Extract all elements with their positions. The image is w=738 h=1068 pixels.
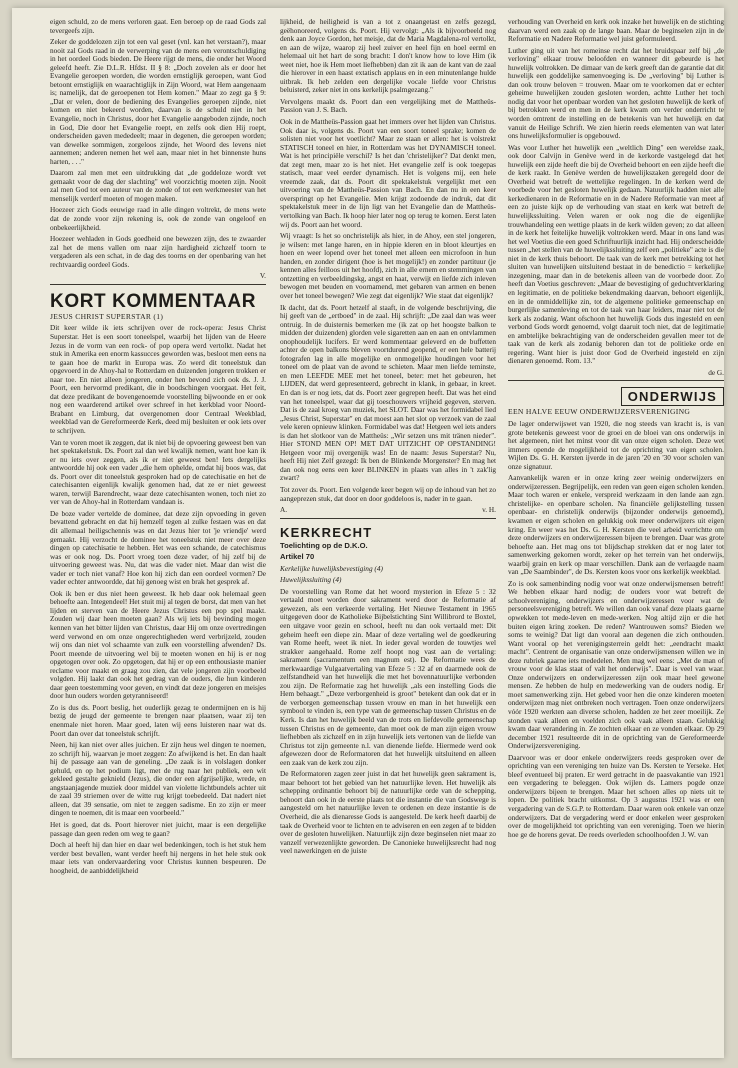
article-topic: Kerkelijke huwelijksbevestiging (4) bbox=[280, 563, 383, 573]
paragraph: lijkheid, de heiligheid is van a tot z onaangetast en zelfs gezegd, geëhonoreerd, volgens ds. Poort. Hij vervolgt: „Als ik bijvoorbeeld nog denk aan Joyce Gordon, het meisje, dat de Maria Magdalena-rol vertolkt, en aan de wijze, waarop zij heel zuiver en heel fijn en hoel eerml en helemaal uit het hart de song bracht: I don't know how to love Him (ik weet niet, hoe ik Hem moet liefhebben) dan zit ik aan de kant van de zaal die hierover in een haast extatisch applaus en in een minutenlange hulde uitbrak. Ik heb zelden een dergelijke vocale liefde voor Christus beluisterd, zeker niet in ons kerkelijk psalmgezang." bbox=[280, 18, 496, 95]
paragraph: Daarvoor was er door enkele onderwijzers reeds gesproken over de oprichting van een vereniging ten huize van Ds. Kersten te Yerseke. Het bleef eventueel bij praten. Er werd getracht in de paasvakantie van 1921 een vergadering te beleggen. Ook wijlen ds. Lamers pogde onze onderwijzers bijeen te brengen. Maar het schoen alles op niets uit te lopen. De politiek bracht uitkomst. Op 3 augustus 1921 was er een vergadering van de S.G.P. te Rotterdam. Daar waren ook enkele van onze onderwijzers. Dat de vergadering werd er door enkelen weer gesproken over de mogelijkheid tot oprichting van een vereniging. Toen we hierin hoe ge de horens gevat. De reeds overleden schoolhoofden J. W. van bbox=[508, 752, 724, 839]
paragraph: Dit keer wilde ik iets schrijven over de rock-opera: Jesus Christ Superstar. Het is een soort toneelspel, waarbij het lijden van de Heere Jezus in de vorm van een rock- of pop opera werd vertolkt. Nadat het stuk in Amerika een enorm kassucces geworden was, besloot men eens na te gaan hoe de markt in Europa was. Zo werd dit toneelstuk dan opgevoerd in de Ahoy-hal te Rotterdam en duizenden jongeren trokken er naar toe. En niet alleen jongeren, onder hen bevond zich ook ds. J. J. Poort, een hervormd predikant, die in boodschingen voorgaat. Het feit, dat deze predikant de bovengenoemde voorstelling bijwoonde en er ook nog een waarderend artikel over schreef in het kerkblad voor Noord-Brabant en Limburg, dat overgenomen door Centraal Weekblad, weekblad van de Gereformeerde Kerk, deed mij besluiten er ook iets over te schrijven. bbox=[50, 323, 266, 435]
paragraph: Ook ik ben er dus niet heen geweest. Ik heb daar ook helemaal geen behoefte aan. Integendeel! Het stuit mij al tegen de borst, dat men van het lijden en sterven van de Heere Jezus Christus een pop spel maakt. Zouden wij daar heen moeten gaan? Als wij iets bij bevinding mogen kennen van het bitter lijden van Christus, daar Hij om onze overtredingen werd verwond en om onze ongerechtigheden werd verbrijzeld, zouden wij ons dan niet vol schaamte van zulk een voorstelling afwenden? Ds. Poort meende de uitvoering wel bij te moeten wonen en hij is er nog opgetogen over ook. Zo opgetogen, dat hij er op een enthousiaste manier reclame voor maakt en graag zou zien, dat vele jongeren zijn voorbeeld volgden. Hij laakt dan ook het gedrag van de ouders, die hun kinderen daar geen toestemming voor geven, en vindt dat deze jongeren en meisjes door hun ouders worden getyranniseerd! bbox=[50, 588, 266, 701]
section-heading-kort-kommentaar: KORT KOMMENTAAR bbox=[50, 290, 257, 312]
paragraph: Vervolgens maakt ds. Poort dan een vergelijking met de Mattheüs-Passion van J. S. Bach. bbox=[280, 96, 496, 115]
paragraph: verhouding van Overheid en kerk ook inzake het huwelijk en de stichting daarvan werd een zaak op de lange baan. Maar de beginselen zijn in de Reformatie en Nadere Reformatie wel juist geformuleerd. bbox=[508, 18, 724, 44]
article-subtitle: Toelichting op de D.K.O. bbox=[280, 540, 368, 550]
author-signature: v. H. bbox=[482, 505, 496, 515]
section-divider bbox=[280, 518, 496, 519]
newspaper-page bbox=[12, 8, 724, 1058]
paragraph: Van te voren moet ik zeggen, dat ik niet bij de opvoering geweest ben van het spektakelstuk. Ds. Poort zal dan wel kwalijk nemen, want hoe kan ik er nu iets over zeggen, als ik er niet geweest ben! Iets dergelijks antwoordde hij ook een vader „die hem ophelde, omdat hij boos was, dat ds. Poort over dit toneelstuk gesproken had op de catechisatie en het de catechisanten eigenlijk kwalijk genomen had, dat ze er niet geweest waren, terwijl Barendrecht, waar deze catechisanten wonen, toch niet zo ver van de Ahoy-hal in Rotterdam vandaan is. bbox=[50, 437, 266, 507]
paragraph: Daarom zal men met een uitdrukking dat „de goddeloze wordt vet gemaakt voor de dag der slachting" wel voorzichtig moeten zijn. Nooit zal men God tot een auteur van de zonde of tot een werkmeester van het menselijk verderf moeten of mogen maken. bbox=[50, 168, 266, 203]
column-middle bbox=[280, 18, 496, 1052]
paragraph: Wij vraagt: Is het so onchristelijk als hier, in de Ahoy, een stel jongeren, je wilsen: met lange haren, en in hippie kleren en in bloot kleurtjes en hoen en weer lopend over het toneel met alleen een microfoon in hun handen, en zonder dirigent (hoe is het mogelijk!) en zonder partituur (je kennen alles feilloos uit het hoofd), zich in alle ernem en stemmingen van ontzetting en verbeeldingskg, angst en haat, verwijt en liefde zich inleven bewogen met beuden en voornamend, met gebaren van armen en benen over het toneel bewegen? Wie zegt dat eigenlijk? Wie staat dat eigenlijk? bbox=[280, 231, 496, 300]
author-signature: V. bbox=[259, 271, 266, 281]
paragraph: Luther ging uit van het romeinse recht dat het bruidspaar zelf bij „de verloving" elkaar trouw beloofden en wanneer dit gebeurde is het huwelijk voltrokken. De dimaar van de kerk greeft dan de garantie dat dit huwelijk een goddelijke samenvoeging is. De „verloving" bij Luther is dan ook trouw beloven = trouwen. Maar om te voorkomen dat er echter geheime huwelijken zouden gesloten worden, achtte Luther het toch nodig dat voor het openbaar worden van het gesloten huwelijk de kerk of bij betrokken werd en men in de kerk kwam om verder onderricht te worden omtrent de instelling en de betekenis van het huwelijk en dat vanuit de Heilige Schrift. We zien hierin reeds elementen van wat later ons huwelijksformulier is opgebouwd. bbox=[508, 45, 724, 141]
section-heading-kerkrecht: KERKRECHT bbox=[280, 524, 373, 540]
article-subtitle: EEN HALVE EEUW ONDERWIJZERSVERENIGING bbox=[508, 407, 691, 417]
column-right bbox=[508, 18, 724, 1052]
column-left bbox=[50, 18, 266, 1052]
paragraph: Tot zover ds. Poort. Een volgende keer begen wij op de inhoud van het zo aangeprezen stuk, dat door en door goddeloos is, nader in te gaan. bbox=[280, 484, 496, 503]
paragraph: Doch al heeft hij dan hier en daar wel bedenkingen, toch is het stuk hem verder best bevallen, want verder heeft hij nergens in het hele stuk ook maar iets van ondervaardering voor Christus kunnen bespeuren. De hoogheid, de aanbiddelijkheid bbox=[50, 840, 266, 875]
section-heading-onderwijs-wrap bbox=[508, 387, 724, 406]
paragraph: Neen, hij kan niet over alles juichen. Er zijn heus wel dingen te noemen, zo schrijft hij, waarvan je moet zeggen: Zo afwijkend is het. En dan haalt hij de passage aan van de geneling. „De zaak is in volslagen donker gehuld, en op het podium ligt, met de rug naar het publiek, een wit gekleed gestalte geknield (Jezus), die onder een afgrijselijke, wrede, en angstaanjagende muziek door middel van violette lichtbundels achter uit de zaal 39 striemen over de witte rug krijgt toebedeeld. Dat nadert niet alleen, dat 39 sensatie, om niet te zeggen sadisme. En zo zijn er meer dingen te noemen, dit is maar een voorbeeld." bbox=[50, 740, 266, 818]
article-subtitle: JESUS CHRIST SUPERSTAR (1) bbox=[50, 311, 164, 321]
section-divider bbox=[50, 284, 266, 285]
paragraph: Ook in de Mattheüs-Passion gaat het immers over het lijden van Christus. Ook daar is, volgens ds. Poort van een soort toneel sprake; komen de solisten niet voor het voetlicht? Maar ze staan er allen: het is volstrekt STATISCH toneel en hier, in Rotterdam was het DYNAMISCH toneel. Wat is het principiële verschil? Is het dan 'christelijker'? Dat denkt men, dat zegt men, maar zo is het niet. Het evangelie zelf is ook toegepas statisch, maar veel eerder dynamisch. Het is volgens mij, een hele vreemde zaak, dat ds. Poort dit spektakelstuk vergelijkt met een uitvoering van de Mattheüs-Passion van Bach. En dan nu in een keer overspringt op het Evangelie. Men krijgt zodoende de indruk, dat dit spektakelstuk meer in de lijn ligt van het Evangelie dan de Mattheüs-vertolking van Bach. Ik hoop hier later nog op terug te komen. Eerst laten wij ds. Poort aan het woord. bbox=[280, 117, 496, 229]
section-heading-onderwijs: ONDERWIJS bbox=[621, 387, 724, 406]
section-divider bbox=[508, 380, 724, 381]
paragraph: Hoezeer wehladen in Gods goedheid one bewezen zijn, des te zwaarder zal het de mens vallen om naar zijn hardigheid zichzelf toorn te vergaderen als een schat, in de dag des toorns en der openbaring van het rechtvaardig oordeel Gods. bbox=[50, 234, 266, 269]
paragraph: Hoezeer zich Gods eeuwige raad in alle dingen voltrekt, de mens wete dat de zonde voor zijn rekening is, ook de zonde van ongeloof en onbekeerlijkheid. bbox=[50, 205, 266, 232]
paragraph: De lager onderwijswet van 1920, die nog steeds van kracht is, is van grote betekenis geweest voor de groei en de bloei van ons onderwijs in het algemeen, niet het minst voor dit van onze eigen scholen. Deze wet immers opende de mogelijkheid tot de oprichting van eigen scholen. Wijlen Ds. G. H. Kersten ijverde in de jaren '20 en '30 voor scholen van onze signatuur. bbox=[508, 418, 724, 471]
paragraph: Aanvankelijk waren er in onze kring zeer weinig onderwijzers en onderwijzeressen. Begrijpelijk, een reden van geen eigen scholen kenden. Maar toch waren er enkele, verspreid werkzaam in den lande aan zgn. christelijke- en openbare scholen. Na financiële gelijkstelling tussen openbaar- en christelijk onderwijs (bijzonder onderwijs genoemd), kwamen er eigen scholen en gelukkig ook meer onderwijzers uit eigen kring. En weer was het Ds. G. H. Kersten die veel arbeid verrichtte om deze onderwijzers en onderwijzeressen bijeen te brengen. Daar was grote behoefte aan. Het mag ons tot blijdschap strekken dat er nog later tot samenwerking gekomen wordt, zeker op het terrein van het onderwijs, waarbij grain en kerk op maar verschillen. Dank aan de verlaagde naam van „De Saambinder", de Ds. Kersten koos voor ons kerkelijk weekblad. bbox=[508, 473, 724, 577]
paragraph: Was voor Luther het huwelijk een „weltlich Ding" een wereldse zaak, ook door Calvijn in Genève werd in de kerkorde vastgelegd dat het huwelijk een zijde heeft die bij de Overheid behoort en een zijde heeft die de kerk raakt. In Genève werden de huwelijkszaken geregeld door de Overheid wat betreft de wettelijke regelingen. In de kerken werd de voorbede voor het gesloten huwelijk gedaan. Natuurlijk hadden niet alle kerkedienaren in de Reformatie en in de Nadere Reformatie van meet af een zo juiste kijk op de verhouding van staat en kerk wat betreft de huwelijkssluiting. Velen waren er ook nog die de eigenlijke trouwhandeling een wettige plaats in de kerk wilden geven; zo dat alleen in de kerk het feitelijke huwelijk voltrokken werd. Maar in ons land was het wel Voetius die een goed Schriftuurlijk inzicht had. Hij onderscheidde tussen „het stellen van de huwelijkssluiting zelf een „politieke" acte is die niet in de kerk thuis behoort. De taak van de kerk met betrekking tot het sluiten van huwelijken uitsluitend bestaat in de benedictio = kerkelijke inzegening, maar dan in de betekenis alleen van de voorbede door. Zo heeft dan Voetius geschreven: „Maar de bevestiging of geduchtverklaring en legitimatie, en de politieke bekendmaking daarvan, behoort eigenlijk, en in de onmiddellijke zin, tot de algemene politieke gemeenschap en burgerlijke samenleving en tot de taak van haar leiders, maar niet tot de kerk als zodanig. Want ofschoon het huwelijk Gods dus ingesteld en een verbond Gods wordt genoemd, volgt daaruit toch niet, dat de legitimatie en ambtelijke bekrachtiging van de onderscheiden gevallen meer tot de taak van de kerk als zodanig behoren dan tot de politieke orde en regering. Want hier is juist door God de Overheid ingesteld en zijn dienaren genoemd. Rom. 13." bbox=[508, 142, 724, 366]
paragraph: De Reformatoren zagen zeer juist in dat het huwelijk geen sakrament is, maar behoort tot het gebied van het natuurlijke leven. Het huwelijk als schepping ordinantie behoort bij de natuurlijke orde van de schepping, behoort dan ook in de eerste plaats tot die instantie die van Godswege is aangesteld om het natuurlijke leven te ordenen en deze instantie is de Overheid, die als dienaresse Gods is aangesteld. De kerk heeft daarbij de taak de Overheid voor te lichten en te adviseren en een zegen af te bidden over de gesloten huwelijken. Natuurlijk zijn deze beginselen niet maar zo vanzelf verwezenlijkte geworden. De Canonieke huwelijksrecht had nog veel nawerkingen en de juiste bbox=[280, 769, 496, 856]
paragraph: Ik dacht, dat ds. Poort hetzelf al staaft, in de volgende beschrijving, die hij geeft van de „ertboed" in de zaal. Hij schrijft: „De zaal dan was weer ontruig. In de duisternis bemerken me (ik zat op het hoogste balkon te midden der duizenden) glorden vele sigaretten aan en aan en ontvlammen onophoudelijk lucifers. Er werd kommentaar geleverd en de buffetten achter de open balkons bleven voortdurend geopend, er een hele batterij fotografen lag in alle mogelijke en onmogelijke houdingen voor het toneel om de plaat van de avond te schieten. Maar men liefde teminste, en men LEEFDE MEE met het toneel, beter: met het gebeuren, het LIJDEN, dat werd gepresenteerd, gebrecht in klank, in gebaar, in kreet. En dan is er nog iets, dat ds. Poort zeer gegrepen heeft. Dat was het eind van het toneelspel, waar dat gij toeschouwers vrijheid gegeven, sterven. Dat is de zaal kroeg van muziek, het SLOT. Daar was het formidabel lied „Jesus Christ, Superstar" en dat moest aan het slot op verzoek van de zaal vele keren opnieuw klinken. Formidabel was dat! Hetgeen wel iets anders is dan het slotkoor van de Mattheüs: „Wir setzen uns mit tränen nieder". Hier STOND MEN OP! MET DAT UITZICHT OP OPSTANDING! Hetgeen voor mij overgenijk was! En de naam: Jesus Superstar? Nu, heeft Hij niet Zelf gezegd: Ik ben de Blinkende Morgenster? En mag het dan ook nog eens een keer BLINKEN in plaats van alles in 't zak'lig zwart? bbox=[280, 302, 496, 483]
paragraph: Zeker de goddelozen zijn tot een val geset (vnl. kan het verstaan?), maar nooit zal Gods raad in de verwerping van de mens een verontschuldiging in het oordeel Gods bieden. De Heere rijgt de mens, die onder het Woord geleefd heeft. Zie D.L.R. Hfdst. II § 8: „Doch zovelen als er door het Evangelie geroepen worden, die worden ernstiglijk geroepen, want God betoont ernstiglijk en waarachtiglijk in Zijn Woord, wat Hem aangenaam is; namelijk, dat de geroepenen tot Hem komen." Maar zo zegt ga § 9: „Dat er velen, door de bediening des Evangelies geroepen zijnde, niet komen en niet bekeerd worden, daarvan is de schuld niet in het Evangelie, noch in Christus, door het Evangelie aangeboden zijnde, noch in God, Die door het Evangelie roept, en zelfs ook dien Hij roept, onderscheiden gaven mededeelt; maar in degenen, die geroepen worden; van dewelke sommigen, zorgeloos zijnde, het Woord des levens niet aannemen; anderen nemen het wel aan, maar niet in het binnenste huns harten, . . ." bbox=[50, 37, 266, 166]
author-signature: A. bbox=[280, 505, 288, 515]
author-signature-row bbox=[280, 506, 496, 515]
article-topic: Huwelijkssluiting (4) bbox=[280, 575, 342, 585]
paragraph: De voorstelling van Rome dat het woord mysterion in Efeze 5 : 32 vertaald moet worden door sakrament werd door de Reformatie af gewezen, als een verkeerde vertaling. Het Nieuwe Testament in 1965 uitgegeven door de Katholieke Bijbelstichting Sint Willibrord te Boxtel, een uitgave voor gezin en school, heeft nu dan ook vertaald met: Dit geheim heeft een diepe zin. Maar of deze vertaling wel de goedkeuring van Rome heeft, weet ik niet. In ieder geval worden de touwtjes wel strakker aangehaald. Rome zelf hoopt nog vast aan de vertaling: sakrament (sacramentum een magnum est). De Reformatie wees de merkwaardige Vulgaatvertaling van Efeze 5 : 32 af en daarmede ook de zelfstandheid van het huwelijk die met het bovennatuurlijke verbonden zou zijn. De Reformatie zag het huwelijk „als een instelling Gods die Hem behaagt." „Deze verborgenheid is groot" betekent dan ook dat er in de verborgen gemeenschap tussen vrouw en man in het huwelijk een symbool te vinden is, een type van de gemeenschap tussen Christus en de Kerk. Is dan het huwelijk beeld van de trots en liefdevolle gemeenschap tussen Christus en de gemeente, dan moet ook de man zijn eigen vrouw liefhebben als zichzelf en in zijn huwelijk iets vertonen van de liefde van Christus tot zijn gemeente n.l. van dienende liefde. Hiermede werd ook afgewezen door de Reformatoren dat het huwelijk uitsluitend en alleen een zaak van de kerk zou zijn. bbox=[280, 586, 496, 767]
paragraph: Zo is dus ds. Poort beslig, het ouderlijk gezag te ondermijnen en is hij bezig de jeugd der gemeente te brengen naar plaatsen, waar zij ten enenmale niet horen. Maar goed, laten wij eens luisteren naar wat ds. Poort dan over dat toneelstuk schrijft. bbox=[50, 702, 266, 738]
author-signature: de G. bbox=[708, 367, 724, 377]
paragraph: Het is goed, dat ds. Poort hierover niet juicht, maar is een dergelijke passage dan geen reden om weg te gaan? bbox=[50, 820, 266, 838]
paragraph: De boze vader vertelde de dominee, dat deze zijn opvoeding in geven bevattend gebracht en dat hij hemzelf tegen al zulke festaen was en dat dit allemaal heiligschennis was en dat Jezus hier tot 'je vriendje' werd gemaakt. Hij verzocht de dominee het toneelstuk niet meer over deze dingen op catechisatie te hebben. Het was een schande, de catechismus was er ook nog. Ds. Poort vroeg toen deze vader, of hij zelf bij de uitvoering geweest was. Nu, dat was die vader niet. Maar dan wist die vader er toch niet vanaf? Hoe kon hij zich dan een oordeel vormen? De vader echter antwoordde, dat hij genoeg wist en brak het gesprek af. bbox=[50, 508, 266, 587]
article-number: Artikel 70 bbox=[280, 552, 315, 562]
paragraph: Zo is ook samenbinding nodig voor wat onze onderwijsmensen betreft! We hebben elkaar hard nodig; de ouders voor wat betreft de schoolvereniging, onderwijzers en onderwijzeressen voor wat de personeelsvereniging betreft. We willen dan ook vanaf deze plaats gaarne opwekken tot mede-leven en mede-werken. Nog altijd zijn er die het buiten eigen kring zoeken. De reden? Wantrouwen soms? Bieden we soms te weinig? Dat ligt dan vooral aan degenen die zich onthouden. Want vooral op het verenigingsterrein geldt het: „eendracht maakt macht". Centrent de organisatie van onze onderwijsmensen willen we in deze rubriek gaarne iets mededelen. Men mag wel eens: „Met de man of vrouw voor de klas staat of valt het onderwijs". Daar is veel van waar. Onze onderwijzers en onderwijzeressen zijn ook maar heel gewone mensen. Ze hebben de hulp en medewerking van de ouders nodig. Er moet samenwerking zijn. Het gebed voor hen die onze kinderen moeten onderwijzen mag niet ontbreken noch vertragen. Toen onze onderwijzers vóór 1920 werkten aan diverse scholen, hadden ze het zeer moeilijk. Ze stonden vaak alleen en voelden zich ook vaak alleen staan. Gelukkig kwam daar verandering in. Ze zochten elkaar en ze vonden elkaar. Op 29 december 1921 resulteerde dit in de oprichting van de Gereformeerde Onderwijzersvereniging. bbox=[508, 578, 724, 751]
paragraph: eigen schuld, zo de mens verloren gaat. Een beroep op de raad Gods zal tevergeefs zijn. bbox=[50, 18, 266, 35]
